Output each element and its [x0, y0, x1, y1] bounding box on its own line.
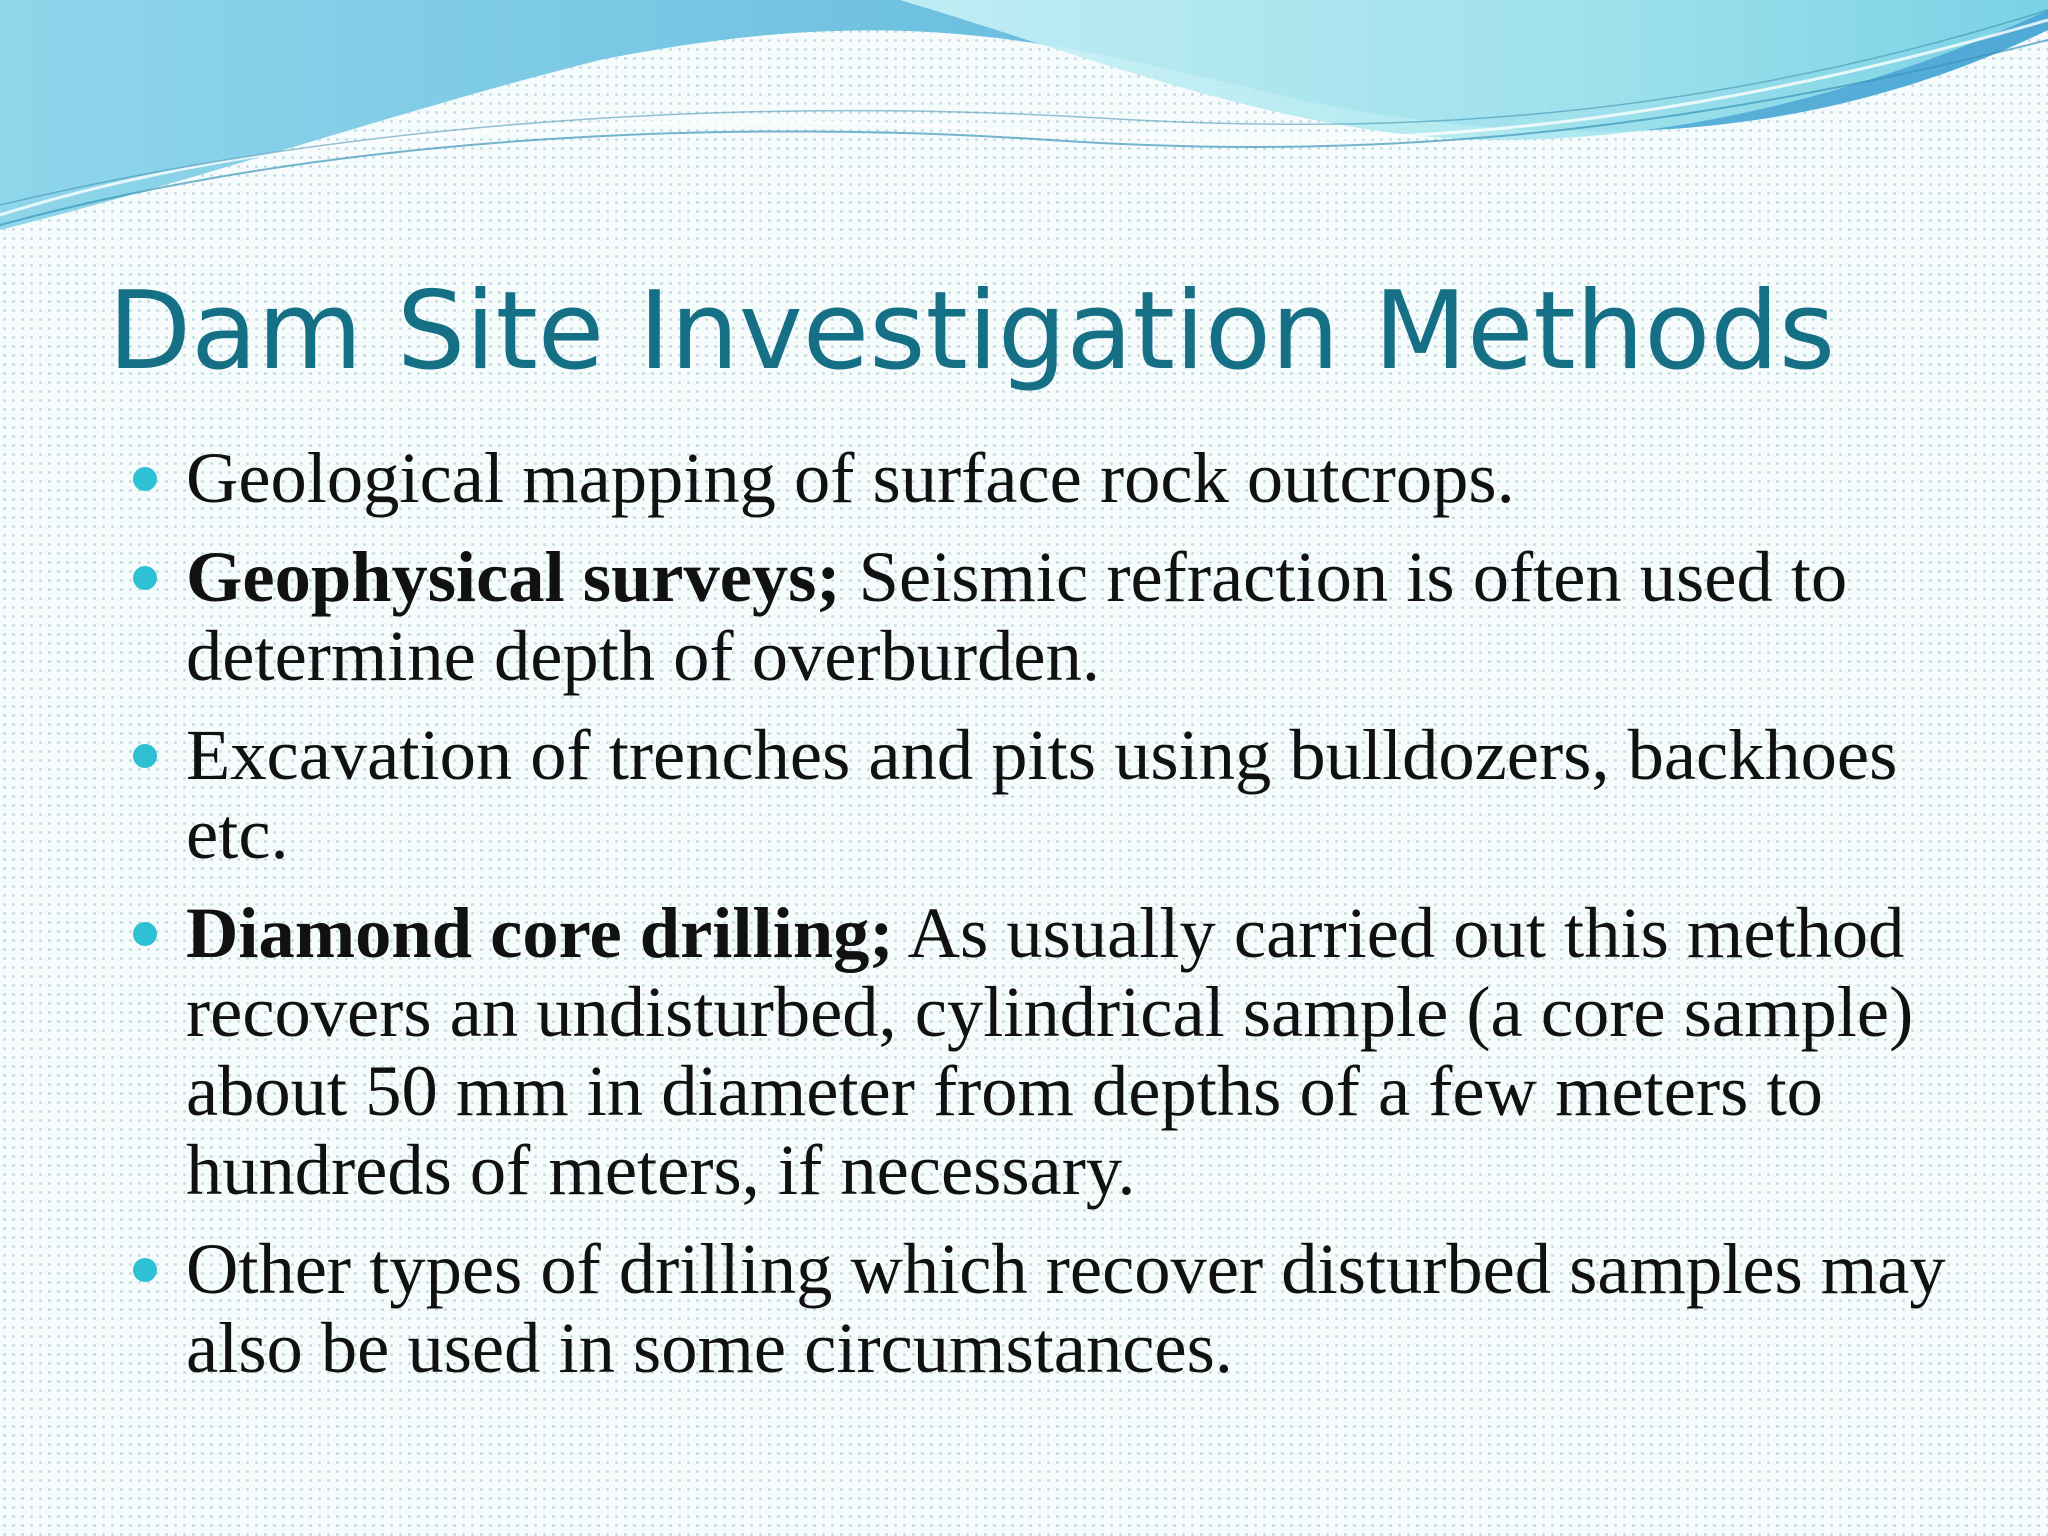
- bullet-bold-lead: Diamond core drilling;: [186, 892, 894, 973]
- bullet-dot-icon: [133, 467, 157, 491]
- bullet-text: Other types of drilling which recover disturbed samples may also be used in some circumstances.: [186, 1228, 1946, 1388]
- bullet-item: [186, 893, 1976, 1209]
- bullet-dot-icon: [133, 566, 157, 590]
- bullet-list: [186, 438, 1976, 1407]
- bullet-bold-lead: Geophysical surveys;: [186, 536, 841, 617]
- header-wave-decoration: [0, 0, 2048, 260]
- bullet-text: Excavation of trenches and pits using bulldozers, backhoes etc.: [186, 714, 1898, 874]
- bullet-text: As usually carried out this method recovers an undisturbed, cylindrical sample (a core sample) about 50 mm in diameter from depths of a few meters to hundreds of meters, if necessary.: [186, 892, 1914, 1210]
- bullet-item: [186, 1229, 1976, 1387]
- bullet-item: [186, 715, 1976, 873]
- bullet-dot-icon: [133, 1258, 157, 1282]
- bullet-dot-icon: [133, 922, 157, 946]
- bullet-text: Geological mapping of surface rock outcrops.: [186, 437, 1515, 518]
- bullet-dot-icon: [133, 744, 157, 768]
- bullet-text: Seismic refraction is often used to determine depth of overburden.: [186, 536, 1848, 696]
- bullet-item: [186, 438, 1976, 517]
- slide-title: Dam Site Investigation Methods: [108, 269, 1836, 394]
- bullet-item: [186, 537, 1976, 695]
